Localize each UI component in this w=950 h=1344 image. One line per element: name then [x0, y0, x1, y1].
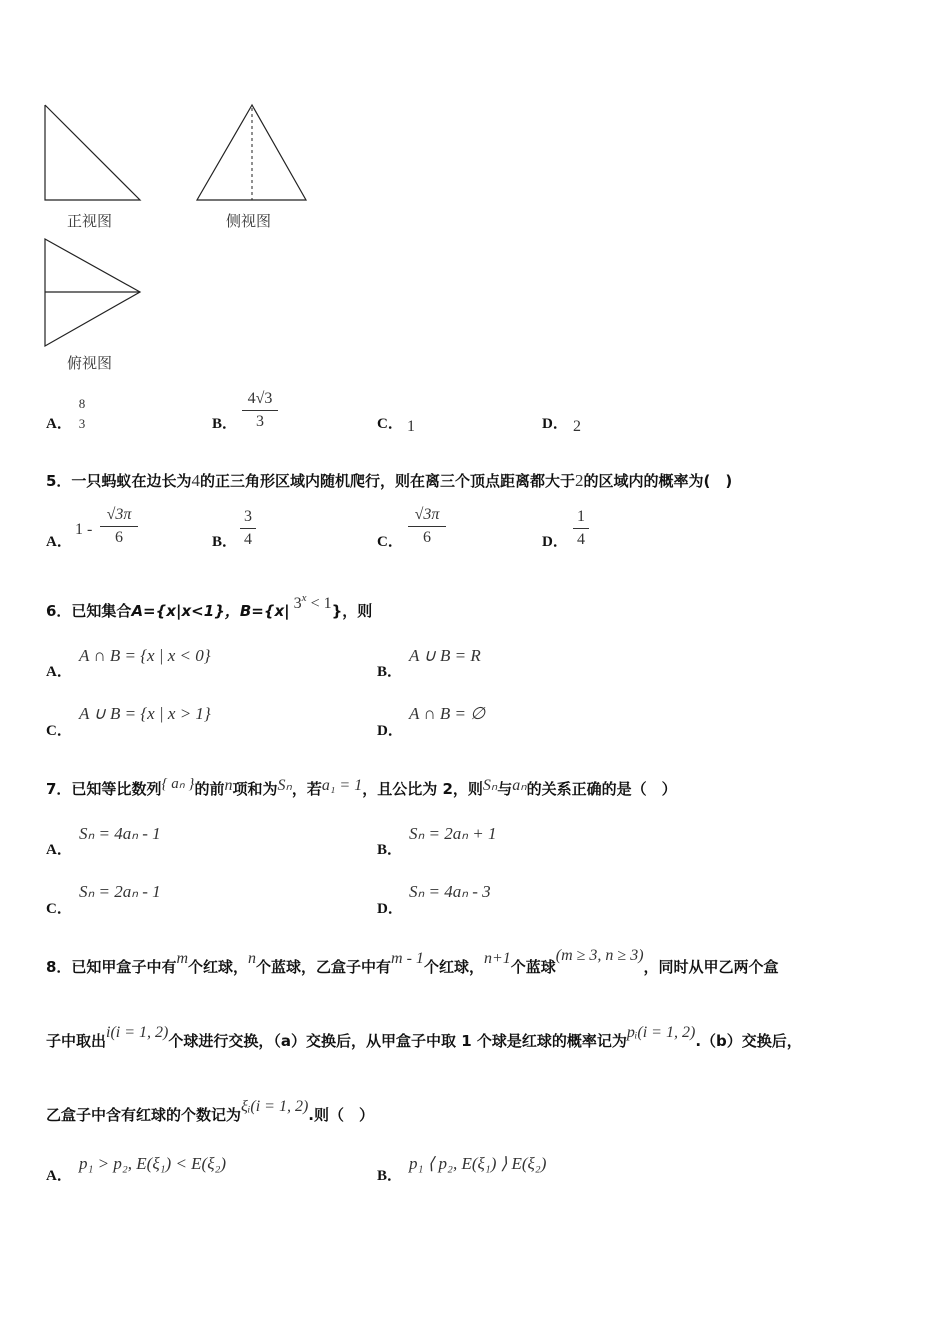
q7-option-d-expr: Sₙ = 4aₙ - 3	[409, 882, 491, 901]
q5-option-c-fraction: $\frac{√3\pi}{6}$	[408, 506, 446, 547]
q5-option-d-label: D．	[542, 534, 568, 550]
front-view-figure	[40, 100, 150, 206]
q4-option-c-label: C．	[377, 416, 403, 432]
q6-option-d-expr: A ∩ B = ∅	[409, 704, 486, 723]
q7-stem: 7．已知等比数列{ aₙ }的前n项和为Sₙ，若a₁ = 1，且公比为 2，则Sₙ与aₙ的关系正确的是（ ）	[46, 776, 677, 798]
q4-option-d-label: D．	[542, 416, 568, 432]
front-view-caption: 正视图	[67, 212, 113, 230]
q7-option-a-label: A．	[46, 842, 72, 858]
q5-stem: 5．一只蚂蚁在边长为4的正三角形区域内随机爬行，则在离三个顶点距离都大于2的区域内的概率为( )	[46, 471, 733, 490]
q5-option-b-fraction: $\frac{3}{4}$	[240, 508, 256, 549]
side-view-caption: 侧视图	[226, 212, 272, 230]
q7-option-c-expr: Sₙ = 2aₙ - 1	[79, 882, 161, 901]
q8-option-a-expr: p₁ > p₂, E(ξ₁) < E(ξ₂)	[79, 1154, 227, 1173]
q8-stem-line2: 子中取出i(i = 1, 2)个球进行交换，（a）交换后，从甲盒子中取 1 个球是红球的概率记为pᵢ(i = 1, 2).（b）交换后，	[46, 1024, 802, 1050]
q8-option-b-label: B．	[377, 1168, 403, 1184]
q8-stem-line3: 乙盒子中含有红球的个数记为ξᵢ(i = 1, 2).则（ ）	[46, 1098, 374, 1124]
q4-option-b-fraction: $\frac{4√3}{3}$	[242, 390, 278, 431]
q6-option-b-expr: A ∪ B = R	[409, 646, 481, 665]
q5-option-a-prefix: 1 -	[75, 521, 93, 538]
q7-option-d-label: D．	[377, 901, 403, 917]
q6-option-c-expr: A ∪ B = {x | x > 1}	[79, 704, 211, 723]
q5-option-a-fraction: $\frac{√3\pi}{6}$	[100, 506, 138, 547]
q4-option-c-value: 1	[407, 418, 415, 435]
q5-option-d-fraction: $\frac{1}{4}$	[573, 508, 589, 549]
top-view-caption: 俯视图	[67, 354, 113, 372]
q4-option-a-label: A．	[46, 416, 72, 432]
q6-option-b-label: B．	[377, 664, 403, 680]
q4-option-b-label: B．	[212, 416, 238, 432]
q7-option-c-label: C．	[46, 901, 72, 917]
q6-stem: 6．已知集合A={x|x<1}，B={x| 3$^x$ < 1}，则	[46, 592, 373, 620]
q6-option-d-label: D．	[377, 723, 403, 739]
q6-option-a-expr: A ∩ B = {x | x < 0}	[79, 646, 211, 665]
q5-option-c-label: C．	[377, 534, 403, 550]
q5-option-b-label: B．	[212, 534, 238, 550]
q5-option-a-label: A．	[46, 534, 72, 550]
q8-option-a-label: A．	[46, 1168, 72, 1184]
q4-option-a-fraction: 8 3	[78, 396, 86, 431]
q8-stem-line1: 8．已知甲盒子中有m个红球，n个蓝球，乙盒子中有m - 1个红球，n+1个蓝球(m ≥ 3, n ≥ 3)，同时从甲乙两个盒	[46, 947, 779, 976]
q7-option-b-label: B．	[377, 842, 403, 858]
q6-option-a-label: A．	[46, 664, 72, 680]
q4-option-d-value: 2	[573, 418, 581, 435]
q8-option-b-expr: p₁ ⟨ p₂, E(ξ₁) ⟩ E(ξ₂)	[409, 1154, 547, 1173]
q7-option-b-expr: Sₙ = 2aₙ + 1	[409, 824, 497, 843]
top-view-figure	[40, 234, 150, 350]
side-view-figure	[192, 100, 312, 206]
q7-option-a-expr: Sₙ = 4aₙ - 1	[79, 824, 161, 843]
q6-option-c-label: C．	[46, 723, 72, 739]
